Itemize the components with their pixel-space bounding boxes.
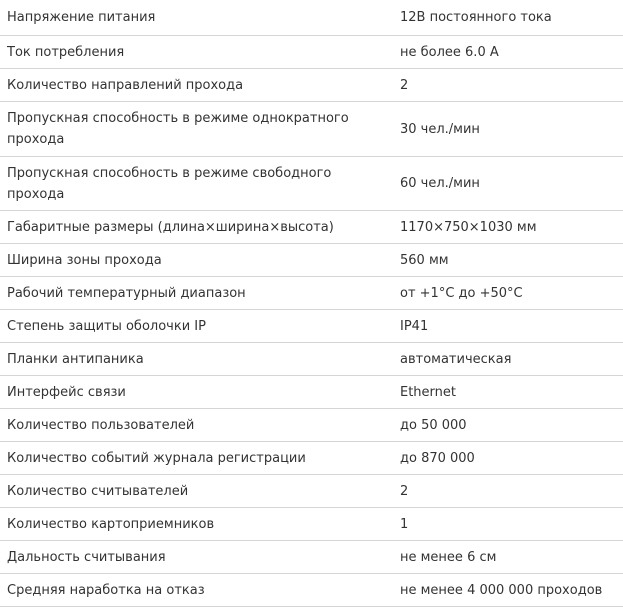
spec-row-users-count: [0, 408, 623, 441]
spec-value: не более 6.0 А: [390, 35, 623, 68]
spec-row-interface: [0, 375, 623, 408]
spec-row-card-collectors-count: [0, 507, 623, 540]
spec-name: Габаритные размеры (длина×ширина×высота): [0, 210, 390, 243]
spec-value: 560 мм: [390, 243, 623, 276]
spec-name: Ширина зоны прохода: [0, 243, 390, 276]
spec-row-readers-count: [0, 474, 623, 507]
spec-name: Напряжение питания: [0, 0, 390, 35]
spec-value: 2: [390, 68, 623, 101]
spec-name: Степень защиты оболочки IP: [0, 309, 390, 342]
spec-row-dimensions: [0, 210, 623, 243]
spec-value: IP41: [390, 309, 623, 342]
spec-row-mtbf: [0, 573, 623, 606]
spec-name: Пропускная способность в режиме однократного прохода: [0, 101, 390, 156]
spec-value: 1: [390, 507, 623, 540]
spec-row-reading-distance: [0, 540, 623, 573]
spec-row-single-pass-throughput: [0, 101, 623, 156]
spec-row-event-log-count: [0, 441, 623, 474]
spec-value: 60 чел./мин: [390, 156, 623, 210]
spec-row-pass-zone-width: [0, 243, 623, 276]
spec-row-supply-voltage: [0, 0, 623, 35]
spec-name: Планки антипаника: [0, 342, 390, 375]
spec-row-pass-directions: [0, 68, 623, 101]
spec-name: Интерфейс связи: [0, 375, 390, 408]
spec-row-ip-rating: [0, 309, 623, 342]
spec-name: Количество пользователей: [0, 408, 390, 441]
spec-value: 12В постоянного тока: [390, 0, 623, 35]
spec-name: Количество направлений прохода: [0, 68, 390, 101]
spec-name: Количество считывателей: [0, 474, 390, 507]
spec-row-current-consumption: [0, 35, 623, 68]
spec-name: Ток потребления: [0, 35, 390, 68]
spec-value: от +1°С до +50°С: [390, 276, 623, 309]
spec-name: Средняя наработка на отказ: [0, 573, 390, 606]
spec-value: не менее 4 000 000 проходов: [390, 573, 623, 606]
spec-name: Дальность считывания: [0, 540, 390, 573]
spec-value: автоматическая: [390, 342, 623, 375]
spec-value: 1170×750×1030 мм: [390, 210, 623, 243]
spec-name: Количество картоприемников: [0, 507, 390, 540]
spec-row-antipanic-bars: [0, 342, 623, 375]
spec-value: не менее 6 см: [390, 540, 623, 573]
spec-name: Количество событий журнала регистрации: [0, 441, 390, 474]
spec-name: Пропускная способность в режиме свободного прохода: [0, 156, 390, 210]
spec-row-temperature-range: [0, 276, 623, 309]
spec-value: до 50 000: [390, 408, 623, 441]
spec-row-free-pass-throughput: [0, 156, 623, 210]
spec-value: Ethernet: [390, 375, 623, 408]
spec-value: 30 чел./мин: [390, 101, 623, 156]
spec-name: Рабочий температурный диапазон: [0, 276, 390, 309]
spec-value: 2: [390, 474, 623, 507]
spec-value: до 870 000: [390, 441, 623, 474]
